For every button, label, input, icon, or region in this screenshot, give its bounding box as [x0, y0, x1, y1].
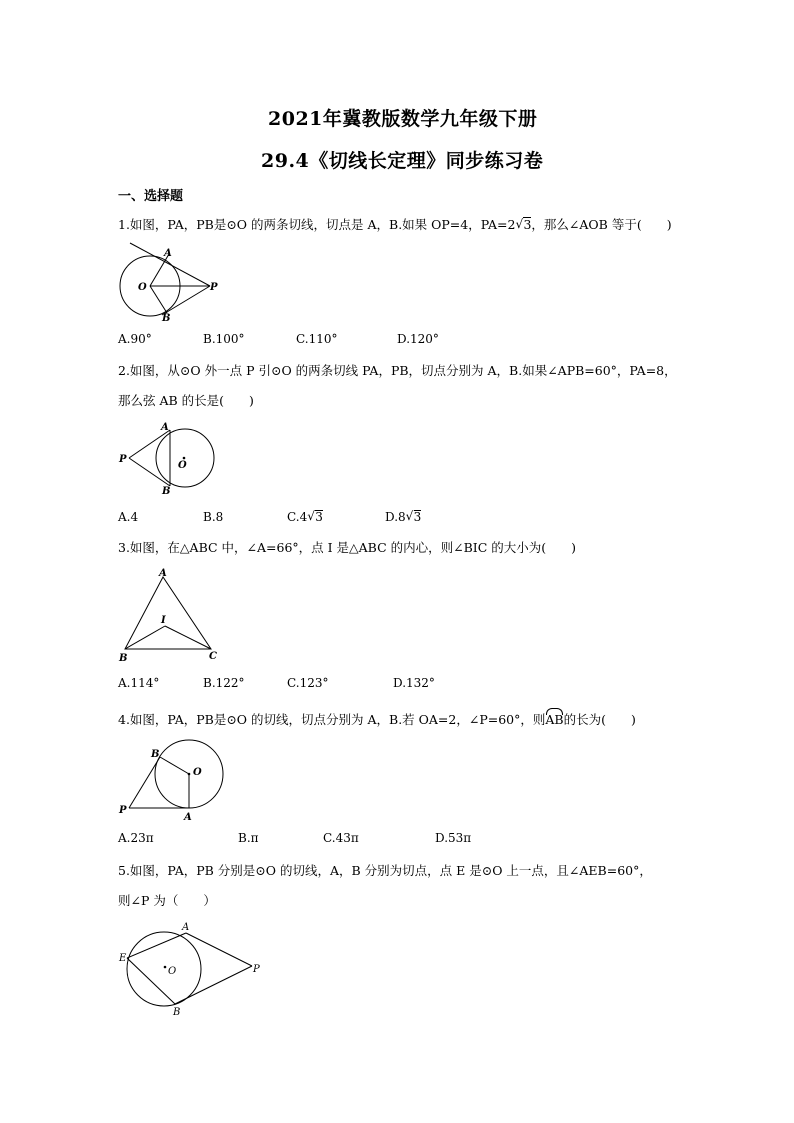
q3-label-a: A	[159, 568, 167, 579]
question-2-option-d-radical	[406, 510, 422, 524]
page-title: 2021年冀教版数学九年级下册	[268, 108, 538, 130]
q5-label-e: E	[119, 953, 127, 964]
question-1-option-a[interactable]: A.90°	[118, 332, 152, 346]
q1-label-a: A	[164, 248, 172, 259]
question-2-option-c[interactable]	[287, 510, 323, 524]
q5-label-b: B	[173, 1007, 181, 1018]
question-4-option-a[interactable]: A.23π	[118, 831, 154, 845]
q1-label-p: P	[210, 282, 218, 293]
question-1-radical	[515, 216, 531, 234]
question-2-stem-line1: 2.如图，从⊙O 外一点 P 引⊙O 的两条切线 PA，PB，切点分别为 A，B.如果∠APB=60°，PA=8，	[118, 363, 677, 378]
question-2-option-a[interactable]: A.4	[118, 510, 139, 524]
q3-label-i: I	[161, 615, 166, 626]
question-3-option-d[interactable]: D.132°	[393, 676, 435, 690]
q1-label-o: O	[138, 282, 147, 293]
question-2-option-b[interactable]: B.8	[203, 510, 224, 524]
question-4-option-d[interactable]: D.53π	[435, 831, 472, 845]
q4-label-a: A	[184, 812, 192, 823]
question-3-option-b[interactable]: B.122°	[203, 676, 245, 690]
q5-label-o: O	[168, 966, 177, 977]
question-4-arc-ab: AB	[545, 712, 564, 727]
q2-label-b: B	[162, 486, 171, 497]
q2-label-o: O	[178, 460, 187, 471]
question-4-text-a: 4.如图，PA，PB是⊙O 的切线，切点分别为 A，B.若 OA=2，∠P=60°，则	[118, 712, 546, 727]
question-4-figure	[115, 737, 235, 827]
question-1-option-c[interactable]: C.110°	[296, 332, 338, 346]
q5-label-p: P	[253, 964, 260, 975]
question-1-text-b: ，那么∠AOB 等于( )	[531, 217, 672, 232]
question-1-figure	[110, 240, 230, 330]
q4-label-p: P	[119, 805, 127, 816]
question-3-option-c[interactable]: C.123°	[287, 676, 329, 690]
question-2-option-c-radicand: 3	[315, 510, 323, 524]
question-4-option-c[interactable]: C.43π	[323, 831, 359, 845]
q3-label-c: C	[209, 651, 217, 662]
q2-label-p: P	[119, 454, 127, 465]
question-1-option-d[interactable]: D.120°	[397, 332, 439, 346]
question-3-stem: 3.如图，在△ABC 中，∠A=66°，点 I 是△ABC 的内心，则∠BIC 的大小为( )	[118, 540, 577, 555]
question-1-stem	[118, 216, 672, 234]
question-4-text-b: 的长为( )	[563, 712, 636, 727]
question-2-figure	[115, 418, 225, 498]
page-subtitle: 29.4《切线长定理》同步练习卷	[261, 150, 544, 172]
question-2-stem-line2: 那么弦 AB 的长是( )	[118, 393, 254, 408]
question-2-option-d-radicand: 3	[413, 510, 422, 524]
q1-label-b: B	[162, 313, 171, 324]
question-2-option-c-text: C.4	[287, 510, 308, 524]
question-5-stem-line1: 5.如图，PA，PB 分别是⊙O 的切线，A，B 分别为切点，点 E 是⊙O 上一点，且∠AEB=60°，	[118, 863, 652, 878]
q3-label-b: B	[119, 653, 128, 664]
q5-label-a: A	[182, 922, 190, 933]
question-3-figure	[115, 565, 225, 664]
q4-label-b: B	[151, 749, 160, 760]
question-4-option-b[interactable]: B.π	[238, 831, 259, 845]
question-5-figure	[115, 920, 265, 1020]
question-1-radicand: 3	[523, 217, 532, 232]
q4-label-o: O	[193, 767, 202, 778]
question-5-stem-line2: 则∠P 为（ ）	[118, 893, 216, 908]
question-4-stem	[118, 711, 636, 729]
section-heading: 一、选择题	[118, 189, 184, 204]
question-1-text-a: 1.如图，PA，PB是⊙O 的两条切线，切点是 A，B.如果 OP=4，PA=2	[118, 217, 516, 232]
question-3-option-a[interactable]: A.114°	[118, 676, 160, 690]
question-2-option-d[interactable]	[385, 510, 421, 524]
q2-label-a: A	[161, 422, 169, 433]
question-2-option-c-radical	[307, 510, 323, 524]
question-1-option-b[interactable]: B.100°	[203, 332, 245, 346]
question-2-option-d-text: D.8	[385, 510, 406, 524]
